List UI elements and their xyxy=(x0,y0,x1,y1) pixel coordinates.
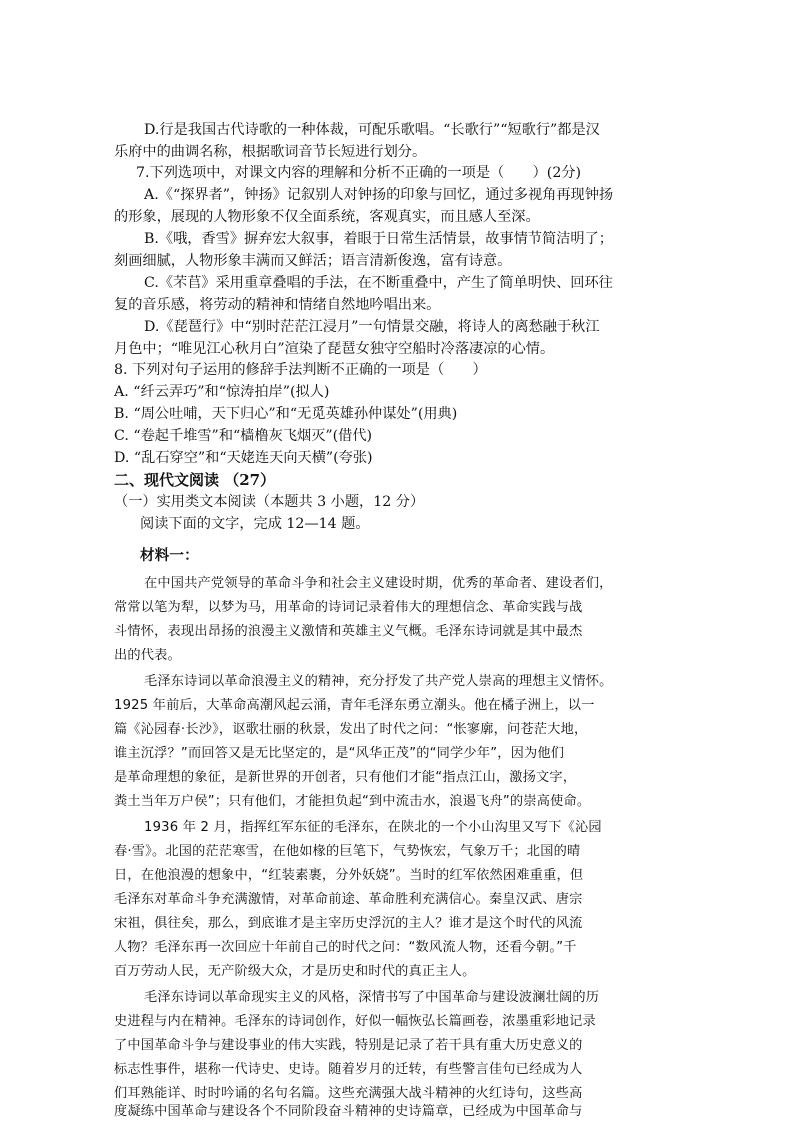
material-1-paragraph-2-line: 是革命理想的象征，是新世界的开创者，只有他们才能“指点江山，激扬文字， xyxy=(114,770,577,785)
material-1-paragraph-1-line: 在中国共产党领导的革命斗争和社会主义建设时期，优秀的革命者、建设者们， xyxy=(144,576,613,591)
q8-option-b: B. “周公吐哺，天下归心”和“无觅英雄孙仲谋处”(用典) xyxy=(114,406,458,422)
q6-option-d-line2: 乐府中的曲调名称，根据歌词音节长短进行划分。 xyxy=(114,144,427,160)
q6-option-d-line1: D.行是我国古代诗歌的一种体裁，可配乐歌唱。“长歌行”“短歌行”都是汉 xyxy=(144,122,600,138)
q8-option-d: D. “乱石穿空”和“天姥连天向天横”(夸张) xyxy=(114,450,373,466)
material-1-paragraph-3-line: 宋祖，俱往矣，那么，到底谁才是主宰历史浮沉的主人？谁才是这个时代的风流 xyxy=(114,916,583,931)
subsection-1-heading: （一）实用类文本阅读（本题共 3 小题，12 分） xyxy=(114,494,425,510)
material-1-paragraph-4-line: 毛泽东诗词以革命现实主义的风格，深情书写了中国革命与建设波澜壮阔的历 xyxy=(144,990,600,1005)
material-1-paragraph-4-line: 标志性事件，堪称一代诗史、史诗。随着岁月的迁转，有些警言佳句已经成为人 xyxy=(114,1062,583,1077)
material-1-paragraph-3-line: 日，在他浪漫的想象中，“红装素裹，分外妖娆”。当时的红军依然困难重重，但 xyxy=(114,868,584,883)
material-1-paragraph-2-line: 毛泽东诗词以革命浪漫主义的精神，充分抒发了共产党人崇高的理想主义情怀。 xyxy=(144,674,613,689)
material-1-paragraph-3-line: 毛泽东对革命斗争充满激情，对革命前途、革命胜利充满信心。秦皇汉武、唐宗 xyxy=(114,892,583,907)
q7-option-a-line2: 的形象，展现的人物形象不仅全面系统，客观真实，而且感人至深。 xyxy=(114,209,540,225)
material-1-title: 材料一： xyxy=(140,548,199,564)
material-1-paragraph-1-line: 出的代表。 xyxy=(114,648,181,663)
question-8: 8. 下列对句子运用的修辞手法判断不正确的一项是（ ） xyxy=(114,362,487,378)
q7-option-d-line2: 月色中；“唯见江心秋月白”渲染了琵琶女独守空船时冷落凄凉的心情。 xyxy=(114,341,555,357)
q7-option-c-line2: 复的音乐感，将劳动的精神和情绪自然地吟唱出来。 xyxy=(114,297,441,313)
material-1-paragraph-2-line: 谁主沉浮？”而回答又是无比坚定的，是“风华正茂”的“同学少年”，因为他们 xyxy=(114,746,565,761)
q7-option-d-line1: D.《琵琶行》中“别时茫茫江浸月”一句情景交融，将诗人的离愁融于秋江 xyxy=(144,319,600,335)
q8-option-a: A. “纤云弄巧”和“惊涛拍岸”(拟人) xyxy=(114,384,330,400)
q7-option-a-line1: A.《“探界者”，钟扬》记叙别人对钟扬的印象与回忆，通过多视角再现钟扬 xyxy=(144,187,614,203)
q7-option-c-line1: C.《芣苢》采用重章叠唱的手法，在不断重叠中，产生了简单明快、回环往 xyxy=(144,275,613,291)
material-1-paragraph-4-line: 了中国革命斗争与建设事业的伟大实践，特别是记录了若干具有重大历史意义的 xyxy=(114,1038,583,1053)
material-1-paragraph-2-line: 篇《沁园春·长沙》，讴歌壮丽的秋景，发出了时代之问：“怅寥廓，问苍茫大地， xyxy=(114,722,588,737)
material-1-paragraph-4-line: 史进程与内在精神。毛泽东的诗词创作，好似一幅恢弘长篇画卷，浓墨重彩地记录 xyxy=(114,1014,596,1029)
reading-instruction: 阅读下面的文字，完成 12—14 题。 xyxy=(140,516,370,532)
material-1-paragraph-4-line: 度凝练中国革命与建设各个不同阶段奋斗精神的史诗篇章，已经成为中国革命与 xyxy=(114,1104,583,1119)
q7-option-b-line1: B.《哦，香雪》摒弃宏大叙事，着眼于日常生活情景，故事情节简洁明了； xyxy=(144,231,613,247)
q7-option-b-line2: 刻画细腻，人物形象丰满而又鲜活；语言清新俊逸，富有诗意。 xyxy=(114,253,512,269)
material-1-paragraph-2-line: 1925 年前后，大革命高潮风起云涌，青年毛泽东勇立潮头。他在橘子洲上，以一 xyxy=(114,698,595,713)
material-1-paragraph-3-line: 1936 年 2 月，指挥红军东征的毛泽东，在陕北的一个小山沟里又写下《沁园 xyxy=(144,820,602,835)
material-1-paragraph-1-line: 常常以笔为犁，以梦为马，用革命的诗词记录着伟大的理想信念、革命实践与战 xyxy=(114,600,583,615)
section-2-heading: 二、现代文阅读 （27） xyxy=(114,471,276,489)
q8-option-c: C. “卷起千堆雪”和“樯橹灰飞烟灭”(借代) xyxy=(114,428,373,444)
material-1-paragraph-3-line: 春·雪》。北国的茫茫寒雪，在他如椽的巨笔下，气势恢宏，气象万千；北国的晴 xyxy=(114,844,581,859)
material-1-paragraph-3-line: 百万劳动人民，无产阶级大众，才是历史和时代的真正主人。 xyxy=(114,964,476,979)
material-1-paragraph-1-line: 斗情怀，表现出昂扬的浪漫主义激情和英雄主义气概。毛泽东诗词就是其中最杰 xyxy=(114,624,583,639)
material-1-paragraph-3-line: 人物？毛泽东再一次回应十年前自己的时代之问：“数风流人物，还看今朝。”千 xyxy=(114,940,577,955)
material-1-paragraph-2-line: 粪土当年万户侯”；只有他们，才能担负起“到中流击水，浪遏飞舟”的崇高使命。 xyxy=(114,794,591,809)
question-7: 7.下列选项中，对课文内容的理解和分析不正确的一项是（ ）(2分) xyxy=(136,165,582,181)
material-1-paragraph-4-line: 们耳熟能详、时时吟诵的名句名篇。这些充满强大战斗精神的火红诗句，这些高 xyxy=(114,1086,583,1101)
